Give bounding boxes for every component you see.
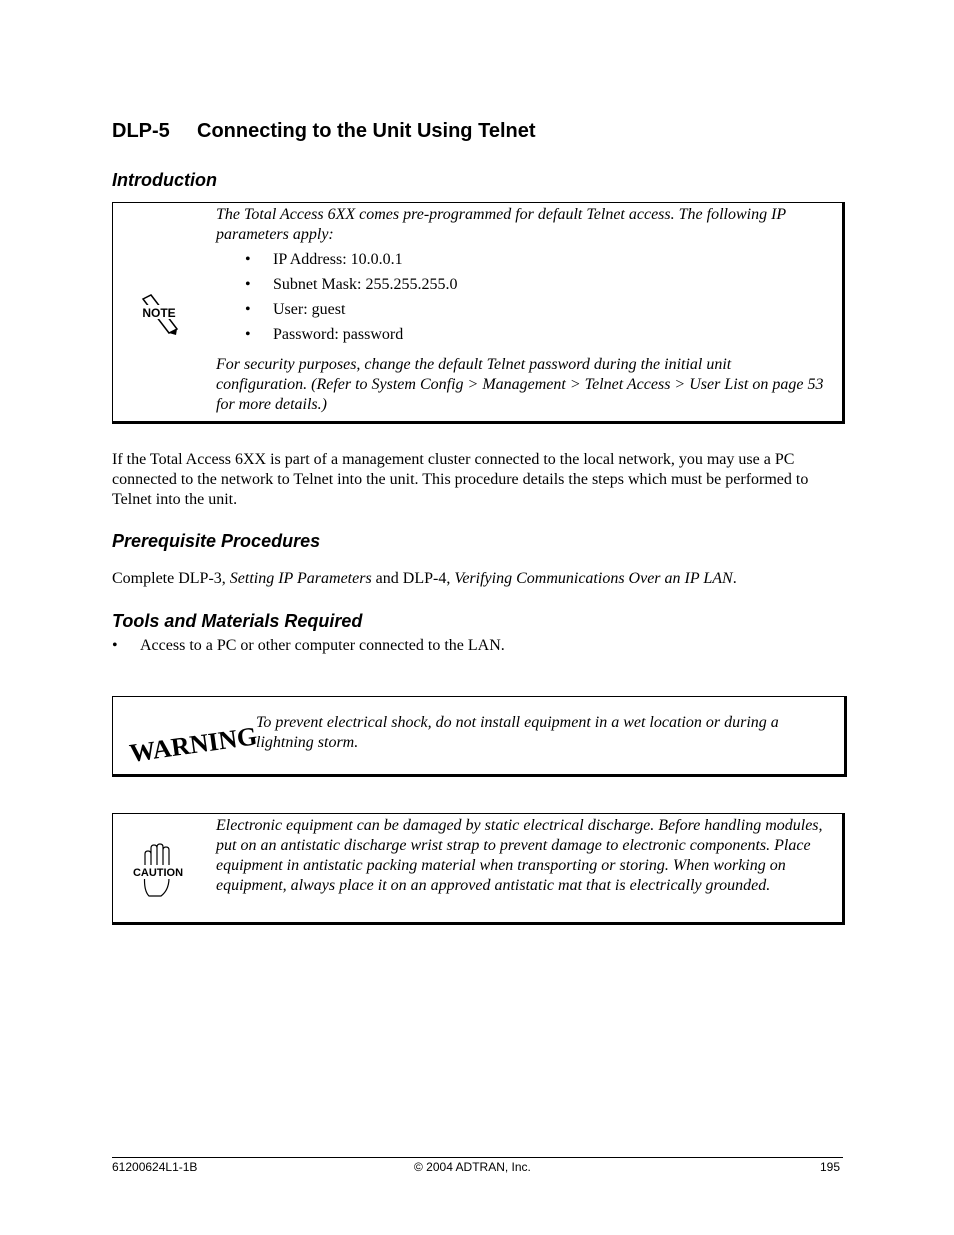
tools-heading: Tools and Materials Required: [112, 611, 363, 631]
footer-doc-number: 61200624L1-1B: [112, 1160, 198, 1174]
page-title: [112, 120, 536, 143]
warning-icon: [125, 717, 260, 768]
svg-text:WARNING: WARNING: [127, 721, 260, 768]
intro-paragraph: If the Total Access 6XX is part of a management cluster connected to the local network, you may use a PC connected to the network to Telnet into the unit. This procedure details the steps which must be performed to Telnet into the unit.: [112, 451, 809, 508]
list-item: • User: guest: [245, 301, 346, 318]
list-item: • Subnet Mask: 255.255.255.0: [245, 276, 458, 293]
warning-text: To prevent electrical shock, do not install equipment in a wet location or during a lightning storm.: [256, 714, 779, 751]
introduction-heading: Introduction: [112, 170, 217, 190]
list-item: • Password: password: [245, 326, 404, 343]
note-icon: [139, 293, 179, 337]
caution-box: [112, 813, 845, 925]
warning-box: [112, 696, 847, 777]
dlp4-reference: Verifying Communications Over an IP LAN: [454, 570, 733, 587]
note-box: [112, 202, 845, 424]
caution-icon: [131, 842, 185, 900]
svg-text:NOTE: NOTE: [142, 306, 176, 320]
dlp-title: Connecting to the Unit Using Telnet: [197, 120, 536, 142]
footer-copyright: © 2004 ADTRAN, Inc.: [414, 1160, 531, 1174]
prerequisite-text: Complete DLP-3, Setting IP Parameters and DLP-4, Verifying Communications Over an IP LAN.: [112, 570, 737, 587]
dlp-code: DLP-5: [112, 120, 170, 142]
footer-page-number: 195: [820, 1160, 841, 1174]
svg-text:CAUTION: CAUTION: [132, 867, 184, 879]
prerequisite-heading: Prerequisite Procedures: [112, 531, 321, 551]
list-item: • Access to a PC or other computer connected to the LAN.: [112, 637, 505, 654]
note-intro: The Total Access 6XX comes pre-programmed for default Telnet access. The following IP parameters apply:: [216, 206, 786, 243]
list-item: • IP Address: 10.0.0.1: [245, 251, 403, 268]
dlp3-reference: Setting IP Parameters: [229, 570, 372, 587]
footer-rule: [112, 1157, 843, 1158]
caution-text: Electronic equipment can be damaged by static electrical discharge. Before handling modules, put on an antistatic discharge wrist strap to prevent damage to electronic components. Place equipment in antistatic packing material when transporting or storing. When working on equipment, always place it on an approved antistatic mat that is electrically grounded.: [216, 817, 823, 894]
note-security: For security purposes, change the default Telnet password during the initial unit configuration. (Refer to System Config > Management > Telnet Access > User List on page 53 for more details.): [216, 356, 824, 413]
